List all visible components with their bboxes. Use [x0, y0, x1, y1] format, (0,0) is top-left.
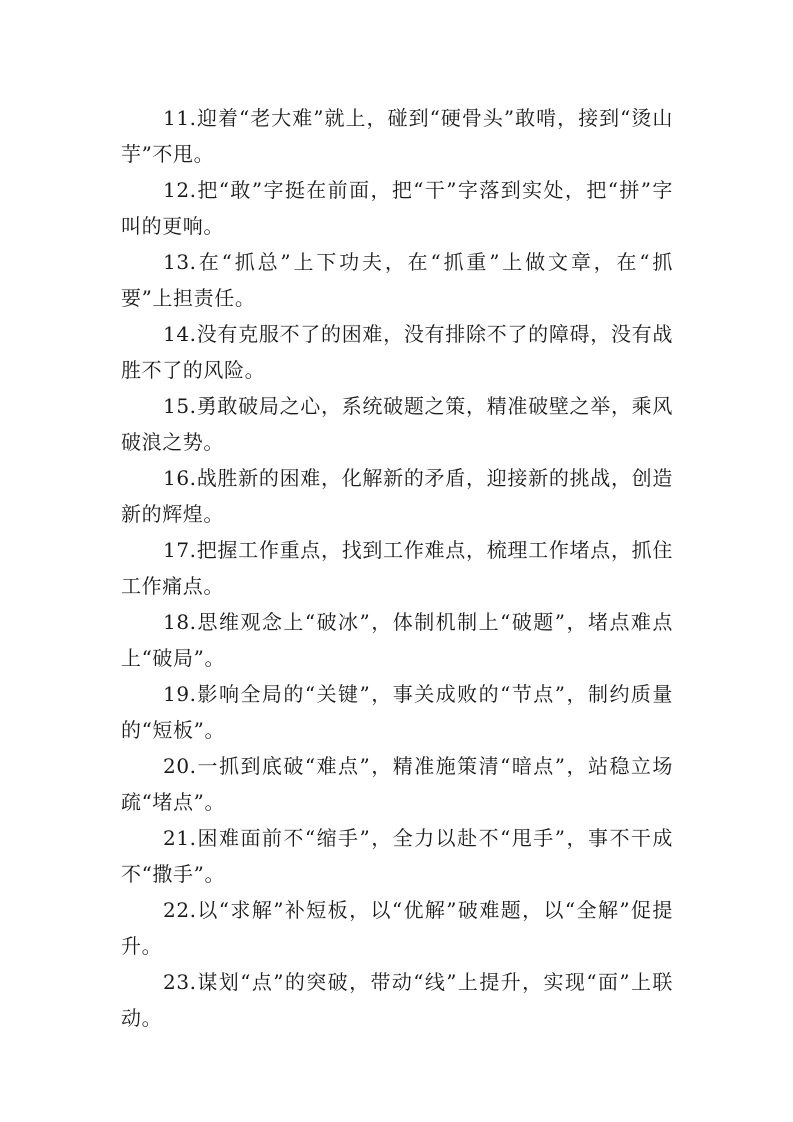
- list-item: 17.把握工作重点，找到工作难点，梳理工作堵点，抓住工作痛点。: [121, 538, 673, 598]
- list-item: 22.以“求解”补短板，以“优解”破难题，以“全解”促提升。: [121, 898, 673, 958]
- list-item: 13.在“抓总”上下功夫，在“抓重”上做文章，在“抓要”上担责任。: [121, 250, 673, 310]
- document-body: [121, 100, 673, 1036]
- list-item: 19.影响全局的“关键”，事关成败的“节点”，制约质量的“短板”。: [121, 682, 673, 742]
- list-item: 18.思维观念上“破冰”，体制机制上“破题”，堵点难点上“破局”。: [121, 610, 673, 670]
- list-item: 21.困难面前不“缩手”，全力以赴不“甩手”，事不干成不“撒手”。: [121, 826, 673, 886]
- list-item: 15.勇敢破局之心，系统破题之策，精准破壁之举，乘风破浪之势。: [121, 394, 673, 454]
- list-item: 14.没有克服不了的困难，没有排除不了的障碍，没有战胜不了的风险。: [121, 322, 673, 382]
- list-item: 20.一抓到底破“难点”，精准施策清“暗点”，站稳立场疏“堵点”。: [121, 754, 673, 814]
- list-item: 11.迎着“老大难”就上，碰到“硬骨头”敢啃，接到“烫山芋”不甩。: [121, 106, 673, 166]
- list-item: 23.谋划“点”的突破，带动“线”上提升，实现“面”上联动。: [121, 970, 673, 1030]
- list-item: 16.战胜新的困难，化解新的矛盾，迎接新的挑战，创造新的辉煌。: [121, 466, 673, 526]
- list-item: 12.把“敢”字挺在前面，把“干”字落到实处，把“拼”字叫的更响。: [121, 178, 673, 238]
